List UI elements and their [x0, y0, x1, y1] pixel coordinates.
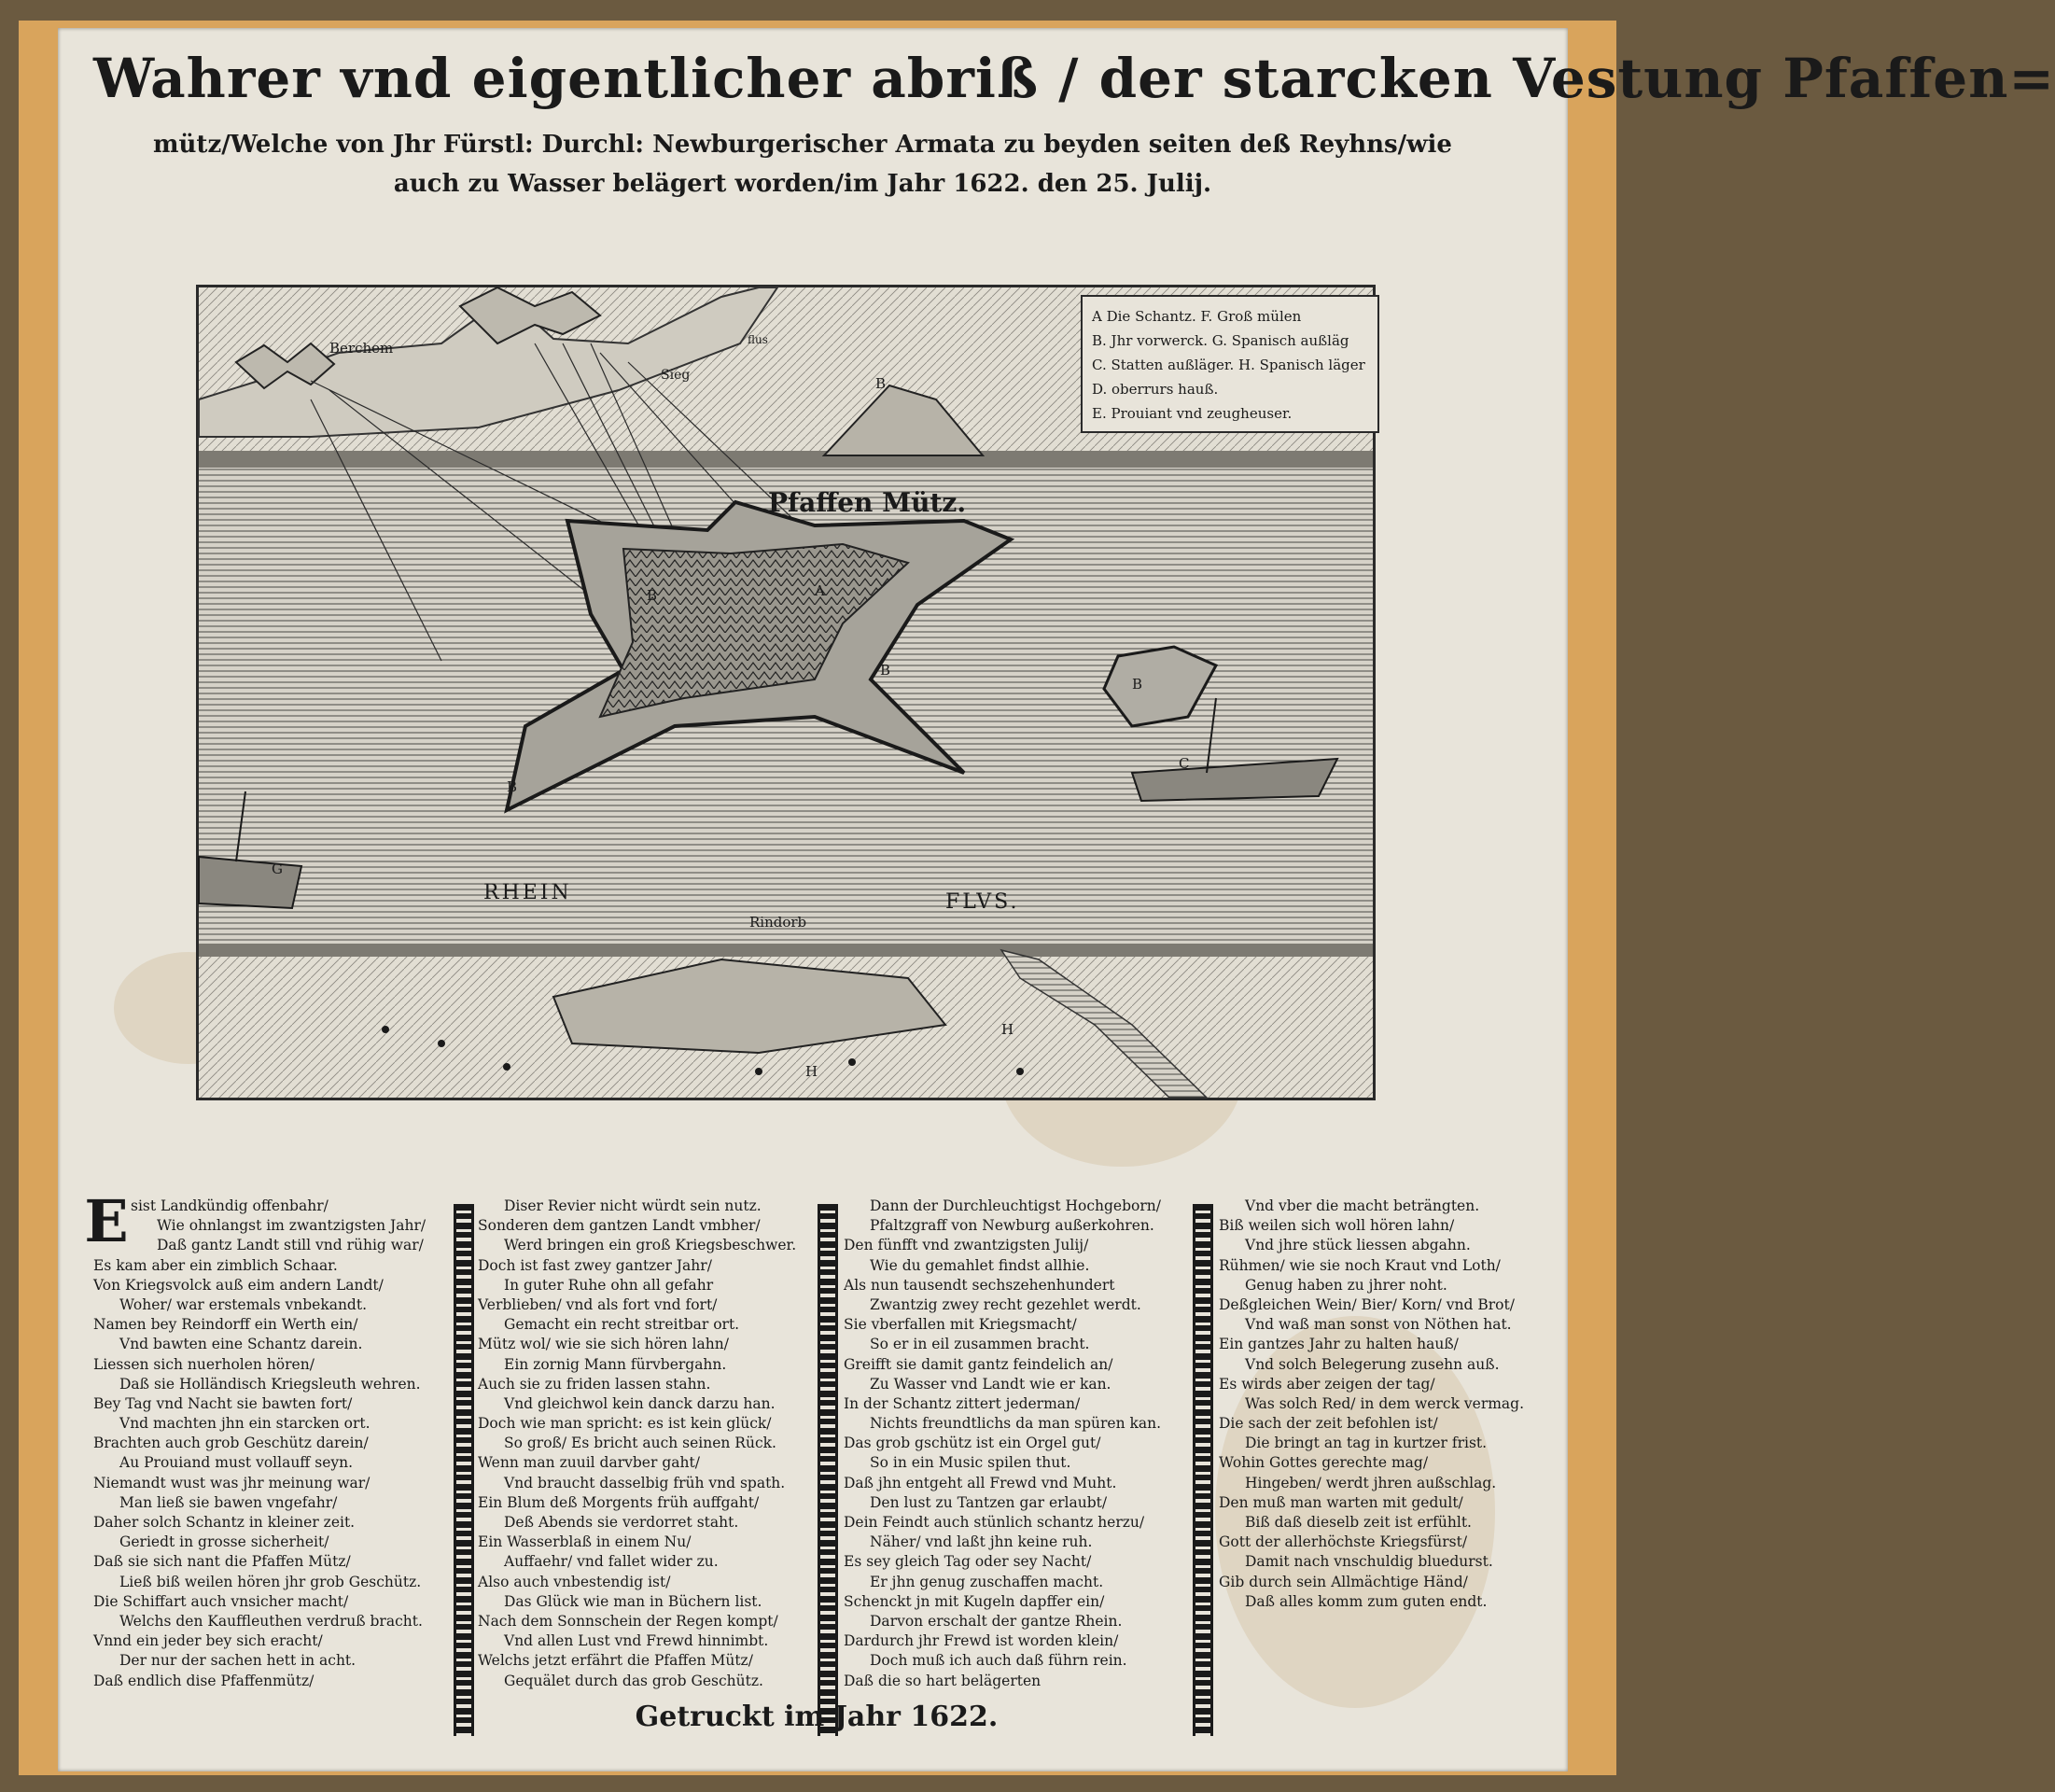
poem-line: Gemacht ein recht streitbar ort. [504, 1316, 740, 1334]
poem-line: Greifft sie damit gantz feindelich an/ [844, 1355, 1113, 1373]
poem-line: Vnd gleichwol kein danck darzu han. [504, 1394, 776, 1412]
legend-item-c: C. Statten außläger. H. Spanisch läger [1092, 357, 1365, 373]
poem-line: Rühmen/ wie sie noch Kraut vnd Loth/ [1219, 1256, 1501, 1274]
poem-line: Brachten auch grob Geschütz darein/ [93, 1435, 369, 1452]
poem-line: Man ließ sie bawen vngefahr/ [119, 1493, 338, 1511]
printer-imprint: Getruckt im Jahr 1622. [635, 1701, 999, 1733]
poem-line: Daß gantz Landt still vnd rühig war/ [157, 1237, 424, 1254]
poem-line: Das grob gschütz ist ein Orgel gut/ [844, 1435, 1101, 1452]
poem-line: Gott der allerhöchste Kriegsfürst/ [1219, 1533, 1468, 1551]
poem-line: Daß alles komm zum guten endt. [1245, 1592, 1488, 1610]
poem-line: sist Landkündig offenbahr/ [131, 1197, 329, 1214]
poem-line: Daß jhn entgeht all Frewd vnd Muht. [844, 1474, 1117, 1491]
title-line-2: mütz/Welche von Jhr Fürstl: Durchl: Newburgerischer Armata zu beyden seiten deß Reyhns/wie [153, 131, 1452, 159]
poem-line: Das Glück wie man in Büchern list. [504, 1592, 762, 1610]
poem-line: Zwantzig zwey recht gezehlet werdt. [870, 1295, 1141, 1313]
map-label-flus-small: flus [748, 333, 768, 346]
poem-line: Namen bey Reindorff ein Werth ein/ [93, 1316, 358, 1334]
poem-line: Näher/ vnd laßt jhn keine ruh. [870, 1533, 1093, 1551]
poem-line: Biß daß dieselb zeit ist erfühlt. [1245, 1514, 1472, 1531]
poem-line: Wie ohnlangst im zwantzigsten Jahr/ [157, 1217, 426, 1235]
map-label-rhein: RHEIN [483, 881, 572, 904]
column-ornament-1 [454, 1204, 474, 1736]
svg-text:B: B [880, 662, 891, 679]
poem-line: Gib durch sein Allmächtige Händ/ [1219, 1573, 1468, 1590]
poem-line: Daher solch Schantz in kleiner zeit. [93, 1514, 356, 1531]
poem-line: Vnd machten jhn ein starcken ort. [119, 1415, 370, 1433]
poem-line: Deßgleichen Wein/ Bier/ Korn/ vnd Brot/ [1219, 1295, 1515, 1313]
poem-line: Au Prouiand must vollauff seyn. [119, 1454, 354, 1472]
poem-line: Genug haben zu jhrer noht. [1245, 1276, 1447, 1294]
poem-line: Nach dem Sonnschein der Regen kompt/ [478, 1612, 778, 1630]
poem-line: Vnd jhre stück liessen abgahn. [1245, 1237, 1471, 1254]
poem-line: Es kam aber ein zimblich Schaar. [93, 1256, 338, 1274]
poem-line: Von Kriegsvolck auß eim andern Landt/ [93, 1276, 384, 1294]
svg-text:G: G [272, 861, 283, 877]
poem-line: Dein Feindt auch stünlich schantz herzu/ [844, 1514, 1145, 1531]
svg-text:B: B [507, 778, 518, 795]
poem-line: Verblieben/ vnd als fort vnd fort/ [478, 1295, 718, 1313]
poem-line: Die Schiffart auch vnsicher macht/ [93, 1592, 349, 1610]
map-label-rindorb: Rindorb [749, 914, 807, 931]
poem-line: Es wirds aber zeigen der tag/ [1219, 1375, 1435, 1393]
poem-line: Ein Blum deß Morgents früh auffgaht/ [478, 1493, 760, 1511]
poem-line: Doch ist fast zwey gantzer Jahr/ [478, 1256, 712, 1274]
svg-text:B: B [875, 375, 887, 392]
poem-line: Hingeben/ werdt jhren außschlag. [1245, 1474, 1497, 1491]
poem-line: Bey Tag vnd Nacht sie bawten fort/ [93, 1394, 353, 1412]
poem-line: Welchs jetzt erfährt die Pfaffen Mütz/ [478, 1652, 753, 1670]
legend-item-d: D. oberrurs hauß. [1092, 381, 1219, 398]
poem-line: So groß/ Es bricht auch seinen Rück. [504, 1435, 776, 1452]
poem-line: Pfaltzgraff von Newburg außerkohren. [870, 1217, 1154, 1235]
poem-line: Werd bringen ein groß Kriegsbeschwer. [504, 1237, 797, 1254]
poem-line: Es sey gleich Tag oder sey Nacht/ [844, 1553, 1092, 1571]
poem-line: Daß die so hart belägerten [844, 1672, 1041, 1689]
poem-line: Ein gantzes Jahr zu halten hauß/ [1219, 1336, 1459, 1353]
poem-line: Dann der Durchleuchtigst Hochgeborn/ [870, 1197, 1161, 1214]
poem-line: Ließ biß weilen hören jhr grob Geschütz. [119, 1573, 422, 1590]
poem-line: Vnd allen Lust vnd Frewd hinnimbt. [504, 1632, 769, 1650]
poem-line: Er jhn genug zuschaffen macht. [870, 1573, 1104, 1590]
poem-line: So in ein Music spilen thut. [870, 1454, 1071, 1472]
poem-line: Vnd vber die macht beträngten. [1245, 1197, 1480, 1214]
poem-line: Der nur der sachen hett in acht. [119, 1652, 356, 1670]
poem-line: Auffaehr/ vnd fallet wider zu. [504, 1553, 719, 1571]
poem-line: Diser Revier nicht würdt sein nutz. [504, 1197, 762, 1214]
poem-line: Doch wie man spricht: es ist kein glück/ [478, 1415, 772, 1433]
poem-line: Also auch vnbestendig ist/ [478, 1573, 671, 1590]
map-label-fortress: Pfaffen Mütz. [768, 487, 967, 518]
poem-line: Schenckt jn mit Kugeln dapffer ein/ [844, 1592, 1105, 1610]
poem-line: Den fünfft vnd zwantzigsten Julij/ [844, 1237, 1089, 1254]
svg-text:H: H [1001, 1021, 1014, 1038]
map-label-sieg: Sieg [661, 368, 691, 383]
legend-item-b: B. Jhr vorwerck. G. Spanisch außläg [1092, 332, 1349, 349]
poem-line: Ein Wasserblaß in einem Nu/ [478, 1533, 692, 1551]
poem-line: Wohin Gottes gerechte mag/ [1219, 1454, 1429, 1472]
poem-line: Biß weilen sich woll hören lahn/ [1219, 1217, 1455, 1235]
poem-line: Doch muß ich auch daß führn rein. [870, 1652, 1127, 1670]
poem-line: In guter Ruhe ohn all gefahr [504, 1276, 714, 1294]
poem-drop-cap: E [84, 1187, 129, 1255]
map-label-berchem: Berchem [329, 340, 394, 357]
poem-line: Vnd bawten eine Schantz darein. [119, 1336, 363, 1353]
poem-line: Die sach der zeit befohlen ist/ [1219, 1415, 1438, 1433]
poem-line: Den lust zu Tantzen gar erlaubt/ [870, 1493, 1108, 1511]
poem-column-3 [844, 1197, 1161, 1691]
poem-line: Welchs den Kauffleuthen verdruß bracht. [119, 1612, 423, 1630]
poem-line: Woher/ war erstemals vnbekandt. [119, 1295, 368, 1313]
poem-line: Nichts freundtlichs da man spüren kan. [870, 1415, 1162, 1433]
poem-line: Ein zornig Mann fürvbergahn. [504, 1355, 727, 1373]
poem-line: Gequälet durch das grob Geschütz. [504, 1672, 763, 1689]
svg-text:A: A [815, 582, 825, 599]
column-ornament-2 [818, 1204, 838, 1736]
poem-line: Daß sie Holländisch Kriegsleuth wehren. [119, 1375, 421, 1393]
poem-line: Daß endlich dise Pfaffenmütz/ [93, 1672, 315, 1689]
poem-line: Den muß man warten mit gedult/ [1219, 1493, 1463, 1511]
svg-text:B: B [1132, 676, 1143, 693]
poem-line: Vnd waß man sonst von Nöthen hat. [1245, 1316, 1512, 1334]
poem-line: Zu Wasser vnd Landt wie er kan. [870, 1375, 1111, 1393]
poem-line: Deß Abends sie verdorret staht. [504, 1514, 739, 1531]
poem-line: Die bringt an tag in kurtzer frist. [1245, 1435, 1488, 1452]
poem-line: Auch sie zu friden lassen stahn. [478, 1375, 711, 1393]
poem-line: Was solch Red/ in dem werck vermag. [1245, 1394, 1525, 1412]
poem-line: Niemandt wust was jhr meinung war/ [93, 1474, 370, 1491]
title-line-3: auch zu Wasser belägert worden/im Jahr 1622. den 25. Julij. [393, 170, 1212, 198]
poem-line: Vnd braucht dasselbig früh vnd spath. [504, 1474, 786, 1491]
legend-item-e: E. Prouiant vnd zeugheuser. [1092, 405, 1293, 422]
poem-line: Damit nach vnschuldig bluedurst. [1245, 1553, 1493, 1571]
poem-line: Mütz wol/ wie sie sich hören lahn/ [478, 1336, 729, 1353]
legend-item-a: A Die Schantz. F. Groß mülen [1092, 308, 1302, 325]
column-ornament-3 [1193, 1204, 1213, 1736]
poem-line: Vnd solch Belegerung zusehn auß. [1245, 1355, 1500, 1373]
broadsheet-title: Wahrer vnd eigentlicher abriß / der starcken Vestung Pfaffen= [93, 47, 2055, 110]
poem-line: In der Schantz zittert jederman/ [844, 1394, 1081, 1412]
poem-line: Liessen sich nuerholen hören/ [93, 1355, 315, 1373]
poem-line: Dardurch jhr Frewd ist worden klein/ [844, 1632, 1119, 1650]
poem-line: Geriedt in grosse sicherheit/ [119, 1533, 329, 1551]
poem-column-2 [478, 1197, 796, 1691]
svg-text:B: B [647, 587, 658, 604]
map-label-flus: FLVS. [945, 890, 1020, 914]
poem-line: Daß sie sich nant die Pfaffen Mütz/ [93, 1553, 351, 1571]
poem-line: Wie du gemahlet findst allhie. [870, 1256, 1090, 1274]
svg-text:H: H [805, 1063, 818, 1080]
poem-column-1 [93, 1197, 426, 1691]
poem-line: So er in eil zusammen bracht. [870, 1336, 1090, 1353]
poem-line: Als nun tausendt sechszehenhundert [844, 1276, 1115, 1294]
poem-line: Wenn man zuuil darvber gaht/ [478, 1454, 700, 1472]
map-legend [1081, 295, 1379, 433]
svg-text:C: C [1179, 755, 1190, 772]
poem-line: Sie vberfallen mit Kriegsmacht/ [844, 1316, 1077, 1334]
poem-line: Sonderen dem gantzen Landt vmbher/ [478, 1217, 761, 1235]
poem-line: Darvon erschalt der gantze Rhein. [870, 1612, 1123, 1630]
poem-column-4 [1219, 1197, 1524, 1612]
poem-line: Vnnd ein jeder bey sich eracht/ [93, 1632, 323, 1650]
